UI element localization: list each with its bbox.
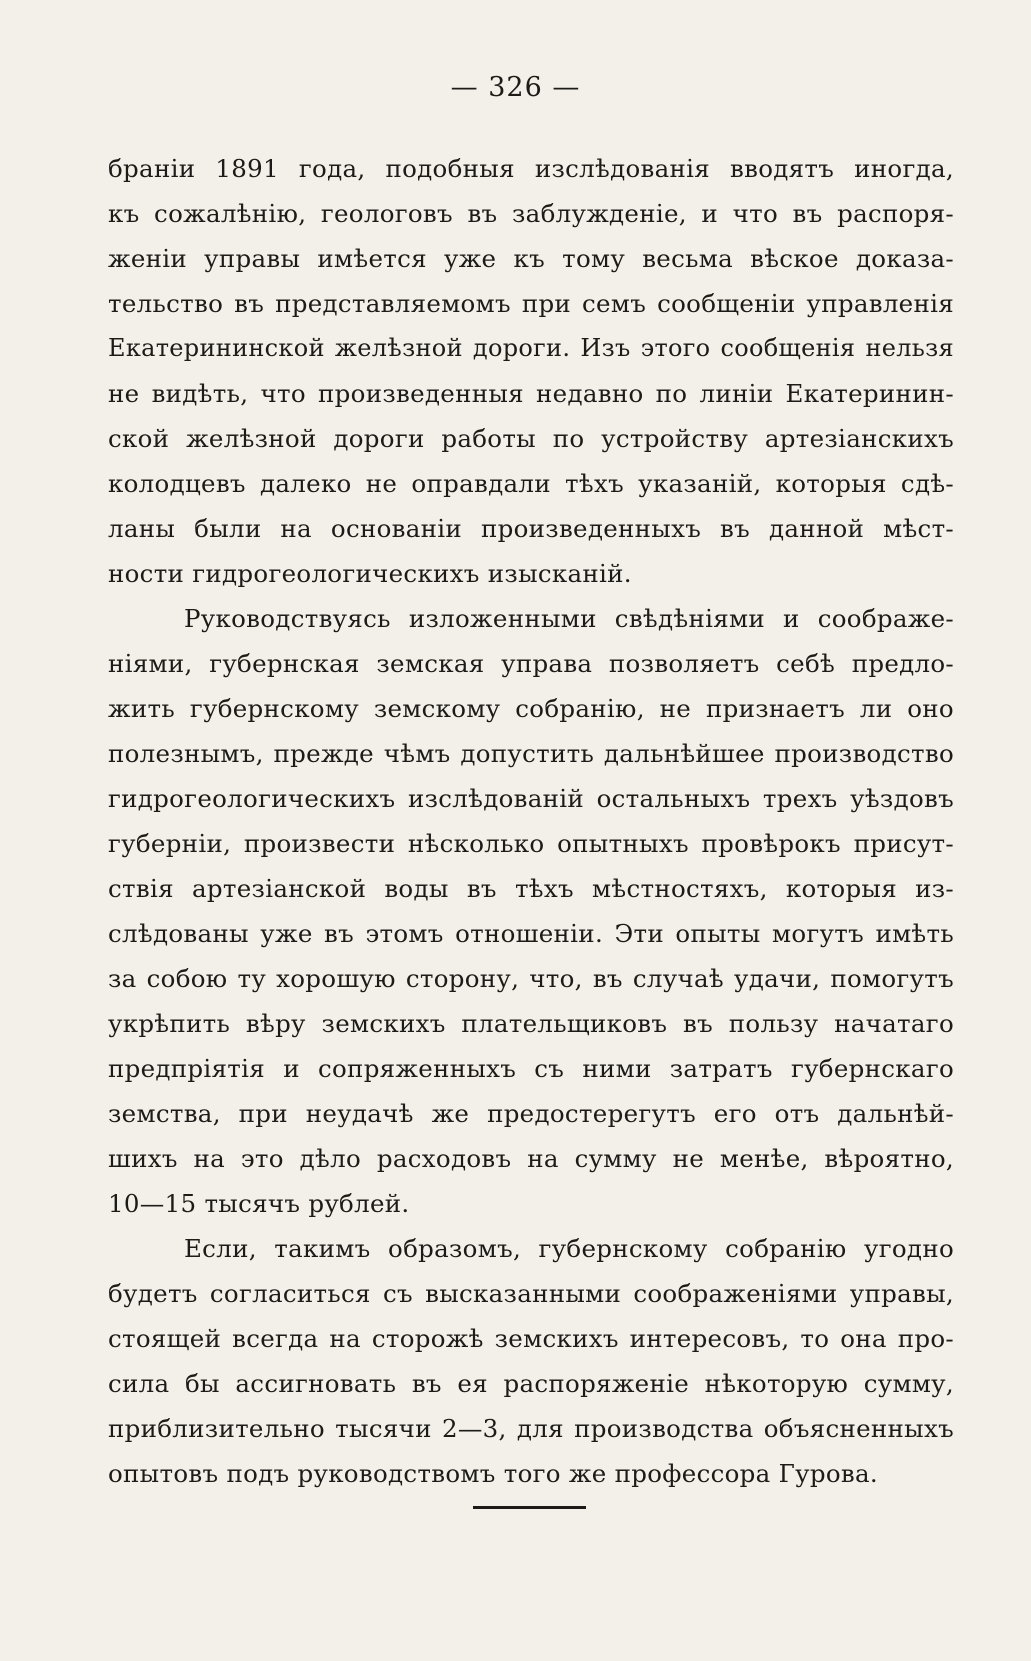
text-line: земства, при неудачѣ же предостерегутъ его отъ дальнѣй- — [108, 1099, 954, 1128]
text-line: жить губернскому земскому собранію, не признаетъ ли оно — [108, 694, 954, 723]
text-line: слѣдованы уже въ этомъ отношеніи. Эти опыты могутъ имѣть — [108, 919, 954, 948]
text-line: будетъ согласиться съ высказанными соображеніями управы, — [108, 1279, 954, 1308]
text-line: 10—15 тысячъ рублей. — [108, 1189, 410, 1218]
text-line: губерніи, произвести нѣсколько опытныхъ провѣрокъ присут- — [108, 829, 954, 858]
text-line: ніями, губернская земская управа позволяетъ себѣ предло- — [108, 649, 954, 678]
text-line: Екатерининской желѣзной дороги. Изъ этого сообщенія нельзя — [108, 334, 954, 362]
text-line: стоящей всегда на сторожѣ земскихъ интересовъ, то она про- — [108, 1324, 954, 1353]
text-line: опытовъ подъ руководствомъ того же профессора Гурова. — [108, 1459, 879, 1488]
text-line: укрѣпить вѣру земскихъ плательщиковъ въ пользу начатаго — [108, 1009, 954, 1038]
text-line: тельство въ представляемомъ при семъ сообщеніи управленія — [108, 289, 954, 318]
text-line: не видѣть, что произведенныя недавно по линіи Екатеринин- — [108, 379, 954, 408]
text-line: къ сожалѣнію, геологовъ въ заблужденіе, и что въ распоря- — [108, 199, 954, 228]
text-line: Если, такимъ образомъ, губернскому собранію угодно — [184, 1234, 954, 1263]
text-line: сила бы ассигновать въ ея распоряженіе нѣкоторую сумму, — [108, 1369, 954, 1398]
text-line: женіи управы имѣется уже къ тому весьма вѣское доказа- — [108, 244, 954, 273]
text-line: за собою ту хорошую сторону, что, въ случаѣ удачи, помогутъ — [108, 964, 954, 993]
text-line: Руководствуясь изложенными свѣдѣніями и соображе- — [184, 604, 954, 633]
text-line: приблизительно тысячи 2—3, для производства объясненныхъ — [108, 1414, 954, 1443]
text-line: предпріятія и сопряженныхъ съ ними затратъ губернскаго — [108, 1054, 954, 1083]
text-line: шихъ на это дѣло расходовъ на сумму не менѣе, вѣроятно, — [108, 1144, 954, 1173]
text-line: ской желѣзной дороги работы по устройству артезіанскихъ — [108, 424, 954, 453]
text-line: полезнымъ, прежде чѣмъ допустить дальнѣйшее производство — [108, 739, 954, 768]
text-line: ствія артезіанской воды въ тѣхъ мѣстностяхъ, которыя из- — [108, 874, 954, 903]
page-number: — 326 — — [450, 72, 581, 103]
end-rule — [473, 1506, 586, 1509]
text-line: ланы были на основаніи произведенныхъ въ данной мѣст- — [108, 514, 954, 543]
text-line: браніи 1891 года, подобныя изслѣдованія вводятъ иногда, — [108, 154, 954, 183]
text-line: ности гидрогеологическихъ изысканій. — [108, 559, 632, 588]
text-line: колодцевъ далеко не оправдали тѣхъ указаній, которыя сдѣ- — [108, 469, 954, 498]
text-line: гидрогеологическихъ изслѣдованій остальныхъ трехъ уѣздовъ — [108, 784, 954, 813]
